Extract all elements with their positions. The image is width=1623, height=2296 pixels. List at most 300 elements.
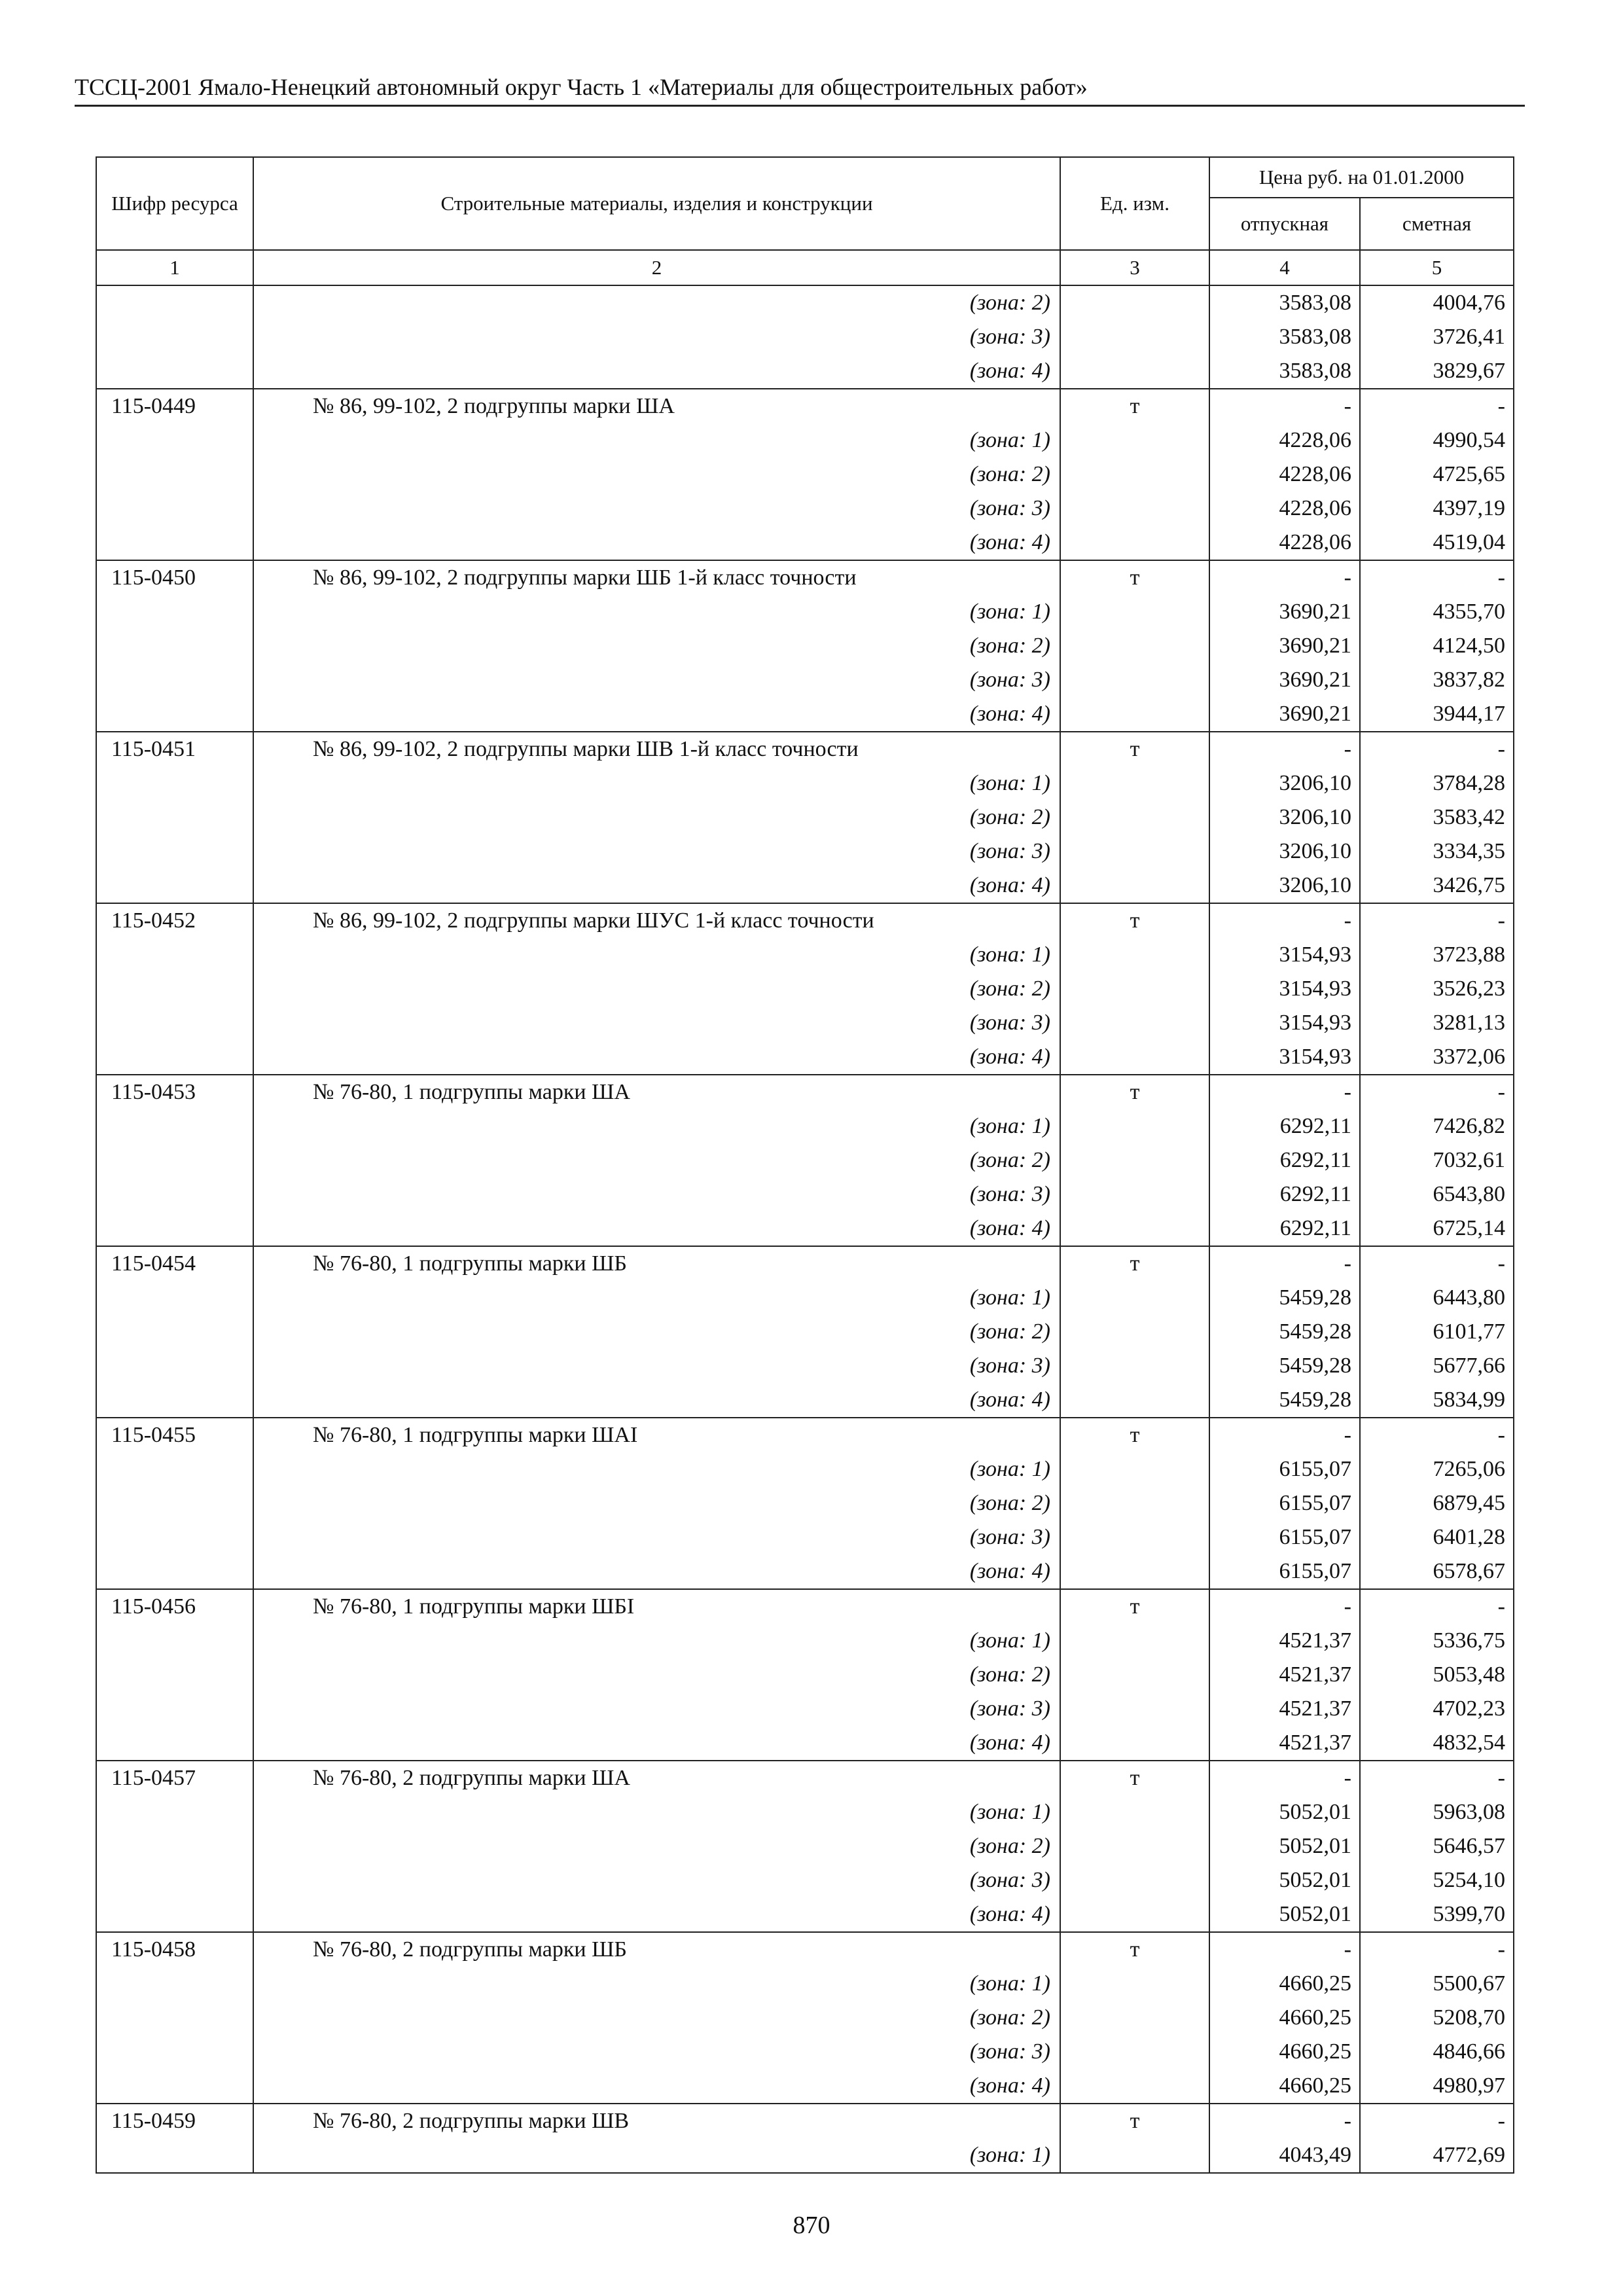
unit-cell xyxy=(1060,1452,1209,1486)
unit-cell xyxy=(1060,285,1209,320)
estimate-price-cell: 5646,57 xyxy=(1360,1829,1514,1863)
code-cell xyxy=(96,972,253,1006)
unit-cell xyxy=(1060,1040,1209,1075)
estimate-price-cell: 4772,69 xyxy=(1360,2138,1514,2173)
code-cell xyxy=(96,1486,253,1520)
estimate-price-cell: 4397,19 xyxy=(1360,492,1514,526)
code-cell xyxy=(96,1795,253,1829)
material-name: № 76-80, 2 подгруппы марки ШБ xyxy=(253,1932,1060,1967)
estimate-price-cell: 6725,14 xyxy=(1360,1211,1514,1246)
table-row xyxy=(96,1452,1514,1486)
code-cell xyxy=(96,2001,253,2035)
estimate-price-cell: 5677,66 xyxy=(1360,1349,1514,1383)
table-row xyxy=(96,1040,1514,1075)
code-cell xyxy=(96,492,253,526)
unit-cell: т xyxy=(1060,1418,1209,1452)
estimate-price-cell: 4980,97 xyxy=(1360,2069,1514,2104)
zone-label: (зона: 4) xyxy=(253,1554,1060,1589)
release-price-cell: 5459,28 xyxy=(1209,1315,1360,1349)
code-cell xyxy=(96,629,253,663)
table-row xyxy=(96,595,1514,629)
estimate-price-cell: 6443,80 xyxy=(1360,1281,1514,1315)
estimate-price-cell: 3829,67 xyxy=(1360,354,1514,389)
resource-code: 115-0455 xyxy=(96,1418,253,1452)
estimate-price-cell: 4124,50 xyxy=(1360,629,1514,663)
zone-label: (зона: 4) xyxy=(253,1897,1060,1932)
release-price-cell: - xyxy=(1209,1932,1360,1967)
table-row xyxy=(96,1932,1514,1967)
unit-cell xyxy=(1060,1315,1209,1349)
unit-cell xyxy=(1060,2069,1209,2104)
unit-cell xyxy=(1060,1143,1209,1177)
release-price-cell: 4660,25 xyxy=(1209,2069,1360,2104)
estimate-price-cell: 7032,61 xyxy=(1360,1143,1514,1177)
unit-cell xyxy=(1060,1211,1209,1246)
estimate-price-cell: - xyxy=(1360,1589,1514,1624)
table-row xyxy=(96,2138,1514,2173)
release-price-cell: 4228,06 xyxy=(1209,457,1360,492)
code-cell xyxy=(96,1211,253,1246)
code-cell xyxy=(96,1383,253,1418)
release-price-cell: 5459,28 xyxy=(1209,1281,1360,1315)
resource-code: 115-0450 xyxy=(96,560,253,595)
release-price-cell: 6292,11 xyxy=(1209,1211,1360,1246)
release-price-cell: 5459,28 xyxy=(1209,1383,1360,1418)
zone-label: (зона: 3) xyxy=(253,834,1060,869)
unit-cell xyxy=(1060,1349,1209,1383)
table-row xyxy=(96,1726,1514,1761)
estimate-price-cell: 4725,65 xyxy=(1360,457,1514,492)
unit-cell: т xyxy=(1060,2104,1209,2138)
estimate-price-cell: 3334,35 xyxy=(1360,834,1514,869)
zone-label: (зона: 2) xyxy=(253,1829,1060,1863)
resource-code: 115-0457 xyxy=(96,1761,253,1795)
estimate-price-cell: 7265,06 xyxy=(1360,1452,1514,1486)
column-header-estimate-price: сметная xyxy=(1360,198,1514,250)
table-row xyxy=(96,1897,1514,1932)
zone-label: (зона: 2) xyxy=(253,285,1060,320)
code-cell xyxy=(96,1624,253,1658)
release-price-cell: 3206,10 xyxy=(1209,834,1360,869)
release-price-cell: 3154,93 xyxy=(1209,972,1360,1006)
release-price-cell: - xyxy=(1209,903,1360,938)
release-price-cell: - xyxy=(1209,1761,1360,1795)
material-name: № 76-80, 2 подгруппы марки ША xyxy=(253,1761,1060,1795)
release-price-cell: 4660,25 xyxy=(1209,2001,1360,2035)
estimate-price-cell: - xyxy=(1360,389,1514,423)
unit-cell xyxy=(1060,766,1209,800)
resource-code: 115-0456 xyxy=(96,1589,253,1624)
code-cell xyxy=(96,1006,253,1040)
unit-cell xyxy=(1060,1383,1209,1418)
table-row xyxy=(96,663,1514,697)
code-cell xyxy=(96,1143,253,1177)
material-name: № 76-80, 1 подгруппы марки ШБI xyxy=(253,1589,1060,1624)
unit-cell xyxy=(1060,1863,1209,1897)
column-number: 4 xyxy=(1209,250,1360,285)
code-cell xyxy=(96,423,253,457)
material-name: № 76-80, 1 подгруппы марки ШБ xyxy=(253,1246,1060,1281)
estimate-price-cell: 5208,70 xyxy=(1360,2001,1514,2035)
code-cell xyxy=(96,938,253,972)
material-name: № 86, 99-102, 2 подгруппы марки ШВ 1-й класс точности xyxy=(253,732,1060,766)
code-cell xyxy=(96,2069,253,2104)
estimate-price-cell: 3372,06 xyxy=(1360,1040,1514,1075)
estimate-price-cell: - xyxy=(1360,1246,1514,1281)
estimate-price-cell: 4355,70 xyxy=(1360,595,1514,629)
code-cell xyxy=(96,1349,253,1383)
release-price-cell: 3690,21 xyxy=(1209,595,1360,629)
table-row xyxy=(96,1692,1514,1726)
table-row xyxy=(96,2035,1514,2069)
zone-label: (зона: 2) xyxy=(253,1658,1060,1692)
code-cell xyxy=(96,869,253,903)
zone-label: (зона: 2) xyxy=(253,1486,1060,1520)
material-name: № 76-80, 2 подгруппы марки ШВ xyxy=(253,2104,1060,2138)
zone-label: (зона: 3) xyxy=(253,1692,1060,1726)
table-row xyxy=(96,1624,1514,1658)
material-name: № 86, 99-102, 2 подгруппы марки ШУС 1-й класс точности xyxy=(253,903,1060,938)
unit-cell xyxy=(1060,1109,1209,1143)
unit-cell xyxy=(1060,354,1209,389)
unit-cell xyxy=(1060,1520,1209,1554)
zone-label: (зона: 2) xyxy=(253,629,1060,663)
release-price-cell: 3154,93 xyxy=(1209,1006,1360,1040)
unit-cell xyxy=(1060,595,1209,629)
table-row xyxy=(96,526,1514,560)
zone-label: (зона: 4) xyxy=(253,354,1060,389)
estimate-price-cell: 4702,23 xyxy=(1360,1692,1514,1726)
release-price-cell: 3154,93 xyxy=(1209,938,1360,972)
unit-cell: т xyxy=(1060,1932,1209,1967)
table-row xyxy=(96,1829,1514,1863)
estimate-price-cell: 6578,67 xyxy=(1360,1554,1514,1589)
estimate-price-cell: 3723,88 xyxy=(1360,938,1514,972)
resource-code: 115-0458 xyxy=(96,1932,253,1967)
unit-cell xyxy=(1060,663,1209,697)
column-number-row xyxy=(96,250,1514,285)
code-cell xyxy=(96,457,253,492)
resource-code: 115-0451 xyxy=(96,732,253,766)
zone-label: (зона: 2) xyxy=(253,800,1060,834)
code-cell xyxy=(96,1658,253,1692)
zone-label: (зона: 1) xyxy=(253,766,1060,800)
table-row xyxy=(96,1143,1514,1177)
table-row xyxy=(96,1589,1514,1624)
release-price-cell: 6155,07 xyxy=(1209,1452,1360,1486)
estimate-price-cell: 6543,80 xyxy=(1360,1177,1514,1211)
unit-cell: т xyxy=(1060,389,1209,423)
zone-label: (зона: 4) xyxy=(253,526,1060,560)
release-price-cell: - xyxy=(1209,1246,1360,1281)
unit-cell xyxy=(1060,972,1209,1006)
zone-label: (зона: 1) xyxy=(253,1967,1060,2001)
code-cell xyxy=(96,2035,253,2069)
table-row xyxy=(96,2069,1514,2104)
release-price-cell: 6155,07 xyxy=(1209,1486,1360,1520)
zone-label: (зона: 2) xyxy=(253,1315,1060,1349)
release-price-cell: 4228,06 xyxy=(1209,492,1360,526)
zone-label: (зона: 4) xyxy=(253,697,1060,732)
table-row xyxy=(96,1795,1514,1829)
table-row xyxy=(96,732,1514,766)
table-row xyxy=(96,1349,1514,1383)
release-price-cell: 3690,21 xyxy=(1209,663,1360,697)
estimate-price-cell: 6401,28 xyxy=(1360,1520,1514,1554)
zone-label: (зона: 3) xyxy=(253,320,1060,354)
column-header-code: Шифр ресурса xyxy=(96,157,253,250)
zone-label: (зона: 1) xyxy=(253,1281,1060,1315)
unit-cell xyxy=(1060,2001,1209,2035)
estimate-price-cell: 3281,13 xyxy=(1360,1006,1514,1040)
estimate-price-cell: 5053,48 xyxy=(1360,1658,1514,1692)
code-cell xyxy=(96,1554,253,1589)
estimate-price-cell: 5834,99 xyxy=(1360,1383,1514,1418)
code-cell xyxy=(96,526,253,560)
code-cell xyxy=(96,2138,253,2173)
table-row xyxy=(96,1520,1514,1554)
zone-label: (зона: 1) xyxy=(253,2138,1060,2173)
table-row xyxy=(96,766,1514,800)
estimate-price-cell: - xyxy=(1360,1761,1514,1795)
release-price-cell: 5052,01 xyxy=(1209,1829,1360,1863)
table-row xyxy=(96,560,1514,595)
unit-cell xyxy=(1060,629,1209,663)
release-price-cell: 3206,10 xyxy=(1209,766,1360,800)
table-row xyxy=(96,457,1514,492)
code-cell xyxy=(96,1281,253,1315)
table-row xyxy=(96,1383,1514,1418)
release-price-cell: 4228,06 xyxy=(1209,526,1360,560)
zone-label: (зона: 1) xyxy=(253,938,1060,972)
release-price-cell: 6155,07 xyxy=(1209,1520,1360,1554)
table-row xyxy=(96,1486,1514,1520)
release-price-cell: 4521,37 xyxy=(1209,1726,1360,1761)
estimate-price-cell: 6879,45 xyxy=(1360,1486,1514,1520)
estimate-price-cell: 5399,70 xyxy=(1360,1897,1514,1932)
release-price-cell: - xyxy=(1209,1075,1360,1109)
table-row xyxy=(96,1863,1514,1897)
estimate-price-cell: 5254,10 xyxy=(1360,1863,1514,1897)
release-price-cell: - xyxy=(1209,1589,1360,1624)
estimate-price-cell: 4990,54 xyxy=(1360,423,1514,457)
unit-cell xyxy=(1060,2035,1209,2069)
release-price-cell: 6155,07 xyxy=(1209,1554,1360,1589)
release-price-cell: 3206,10 xyxy=(1209,869,1360,903)
estimate-price-cell: - xyxy=(1360,560,1514,595)
unit-cell: т xyxy=(1060,1589,1209,1624)
release-price-cell: - xyxy=(1209,1418,1360,1452)
unit-cell xyxy=(1060,1897,1209,1932)
unit-cell: т xyxy=(1060,1761,1209,1795)
table-row xyxy=(96,1246,1514,1281)
code-cell xyxy=(96,1863,253,1897)
release-price-cell: - xyxy=(1209,2104,1360,2138)
release-price-cell: 4521,37 xyxy=(1209,1692,1360,1726)
unit-cell xyxy=(1060,1658,1209,1692)
resource-code: 115-0454 xyxy=(96,1246,253,1281)
table-row xyxy=(96,2104,1514,2138)
estimate-price-cell: 3784,28 xyxy=(1360,766,1514,800)
unit-cell: т xyxy=(1060,1246,1209,1281)
material-name: № 86, 99-102, 2 подгруппы марки ШБ 1-й класс точности xyxy=(253,560,1060,595)
resource-code: 115-0452 xyxy=(96,903,253,938)
estimate-price-cell: 5500,67 xyxy=(1360,1967,1514,2001)
estimate-price-cell: - xyxy=(1360,1418,1514,1452)
zone-label: (зона: 3) xyxy=(253,1177,1060,1211)
unit-cell xyxy=(1060,1795,1209,1829)
unit-cell xyxy=(1060,1967,1209,2001)
unit-cell xyxy=(1060,1486,1209,1520)
code-cell xyxy=(96,1040,253,1075)
release-price-cell: 3583,08 xyxy=(1209,354,1360,389)
unit-cell: т xyxy=(1060,1075,1209,1109)
table-row xyxy=(96,800,1514,834)
release-price-cell: 4660,25 xyxy=(1209,2035,1360,2069)
code-cell xyxy=(96,1452,253,1486)
zone-label: (зона: 4) xyxy=(253,1726,1060,1761)
zone-label: (зона: 2) xyxy=(253,2001,1060,2035)
unit-cell xyxy=(1060,834,1209,869)
material-name: № 76-80, 1 подгруппы марки ША xyxy=(253,1075,1060,1109)
release-price-cell: 5459,28 xyxy=(1209,1349,1360,1383)
release-price-cell: 3690,21 xyxy=(1209,629,1360,663)
code-cell xyxy=(96,766,253,800)
unit-cell: т xyxy=(1060,560,1209,595)
unit-cell xyxy=(1060,1554,1209,1589)
code-cell xyxy=(96,663,253,697)
table-row xyxy=(96,320,1514,354)
release-price-cell: - xyxy=(1209,732,1360,766)
table-row xyxy=(96,697,1514,732)
column-number: 5 xyxy=(1360,250,1514,285)
estimate-price-cell: - xyxy=(1360,2104,1514,2138)
code-cell xyxy=(96,354,253,389)
unit-cell xyxy=(1060,1726,1209,1761)
table-row xyxy=(96,423,1514,457)
estimate-price-cell: 6101,77 xyxy=(1360,1315,1514,1349)
release-price-cell: 5052,01 xyxy=(1209,1795,1360,1829)
unit-cell xyxy=(1060,492,1209,526)
zone-label: (зона: 3) xyxy=(253,1349,1060,1383)
zone-label: (зона: 4) xyxy=(253,1211,1060,1246)
unit-cell xyxy=(1060,1624,1209,1658)
unit-cell: т xyxy=(1060,903,1209,938)
release-price-cell: 3583,08 xyxy=(1209,320,1360,354)
zone-label: (зона: 3) xyxy=(253,2035,1060,2069)
zone-label: (зона: 2) xyxy=(253,972,1060,1006)
code-cell xyxy=(96,1829,253,1863)
estimate-price-cell: - xyxy=(1360,903,1514,938)
zone-label: (зона: 4) xyxy=(253,1383,1060,1418)
zone-label: (зона: 2) xyxy=(253,1143,1060,1177)
zone-label: (зона: 3) xyxy=(253,1520,1060,1554)
code-cell xyxy=(96,697,253,732)
table-row xyxy=(96,1075,1514,1109)
zone-label: (зона: 3) xyxy=(253,1863,1060,1897)
unit-cell xyxy=(1060,697,1209,732)
resource-code: 115-0459 xyxy=(96,2104,253,2138)
unit-cell xyxy=(1060,800,1209,834)
unit-cell xyxy=(1060,320,1209,354)
estimate-price-cell: 3583,42 xyxy=(1360,800,1514,834)
price-table xyxy=(96,156,1514,2174)
zone-label: (зона: 1) xyxy=(253,1452,1060,1486)
table-row xyxy=(96,834,1514,869)
estimate-price-cell: 4832,54 xyxy=(1360,1726,1514,1761)
unit-cell xyxy=(1060,2138,1209,2173)
estimate-price-cell: 5336,75 xyxy=(1360,1624,1514,1658)
document-header-title: ТССЦ-2001 Ямало-Ненецкий автономный округ Часть 1 «Материалы для общестроительных работ» xyxy=(75,74,1088,100)
unit-cell: т xyxy=(1060,732,1209,766)
page-number: 870 xyxy=(793,2212,830,2239)
table-row xyxy=(96,938,1514,972)
release-price-cell: 5052,01 xyxy=(1209,1897,1360,1932)
table-row xyxy=(96,972,1514,1006)
release-price-cell: 5052,01 xyxy=(1209,1863,1360,1897)
column-number: 1 xyxy=(96,250,253,285)
unit-cell xyxy=(1060,457,1209,492)
release-price-cell: - xyxy=(1209,389,1360,423)
release-price-cell: 6292,11 xyxy=(1209,1109,1360,1143)
estimate-price-cell: 7426,82 xyxy=(1360,1109,1514,1143)
zone-label: (зона: 1) xyxy=(253,1624,1060,1658)
estimate-price-cell: - xyxy=(1360,1075,1514,1109)
estimate-price-cell: 3837,82 xyxy=(1360,663,1514,697)
estimate-price-cell: 3944,17 xyxy=(1360,697,1514,732)
release-price-cell: 4043,49 xyxy=(1209,2138,1360,2173)
zone-label: (зона: 3) xyxy=(253,1006,1060,1040)
table-row xyxy=(96,1006,1514,1040)
code-cell xyxy=(96,1520,253,1554)
release-price-cell: 3206,10 xyxy=(1209,800,1360,834)
table-row xyxy=(96,1418,1514,1452)
code-cell xyxy=(96,285,253,320)
resource-code: 115-0449 xyxy=(96,389,253,423)
release-price-cell: 3583,08 xyxy=(1209,285,1360,320)
unit-cell xyxy=(1060,1829,1209,1863)
material-name: № 76-80, 1 подгруппы марки ШАI xyxy=(253,1418,1060,1452)
table-row xyxy=(96,629,1514,663)
table-row xyxy=(96,1315,1514,1349)
table-row xyxy=(96,1281,1514,1315)
estimate-price-cell: 3726,41 xyxy=(1360,320,1514,354)
table-body xyxy=(96,285,1514,2173)
zone-label: (зона: 4) xyxy=(253,2069,1060,2104)
estimate-price-cell: - xyxy=(1360,732,1514,766)
table-row xyxy=(96,285,1514,320)
estimate-price-cell: 3426,75 xyxy=(1360,869,1514,903)
code-cell xyxy=(96,1897,253,1932)
table-row xyxy=(96,1554,1514,1589)
zone-label: (зона: 2) xyxy=(253,457,1060,492)
table-row xyxy=(96,354,1514,389)
unit-cell xyxy=(1060,1006,1209,1040)
estimate-price-cell: 4519,04 xyxy=(1360,526,1514,560)
table-row xyxy=(96,903,1514,938)
table-row xyxy=(96,1177,1514,1211)
column-header-release-price: отпускная xyxy=(1209,198,1360,250)
estimate-price-cell: 5963,08 xyxy=(1360,1795,1514,1829)
column-header-price-group: Цена руб. на 01.01.2000 xyxy=(1209,157,1514,198)
code-cell xyxy=(96,1109,253,1143)
column-number: 2 xyxy=(253,250,1060,285)
material-name: № 86, 99-102, 2 подгруппы марки ША xyxy=(253,389,1060,423)
table-row xyxy=(96,492,1514,526)
unit-cell xyxy=(1060,423,1209,457)
zone-label: (зона: 1) xyxy=(253,595,1060,629)
column-header-unit: Ед. изм. xyxy=(1060,157,1209,250)
